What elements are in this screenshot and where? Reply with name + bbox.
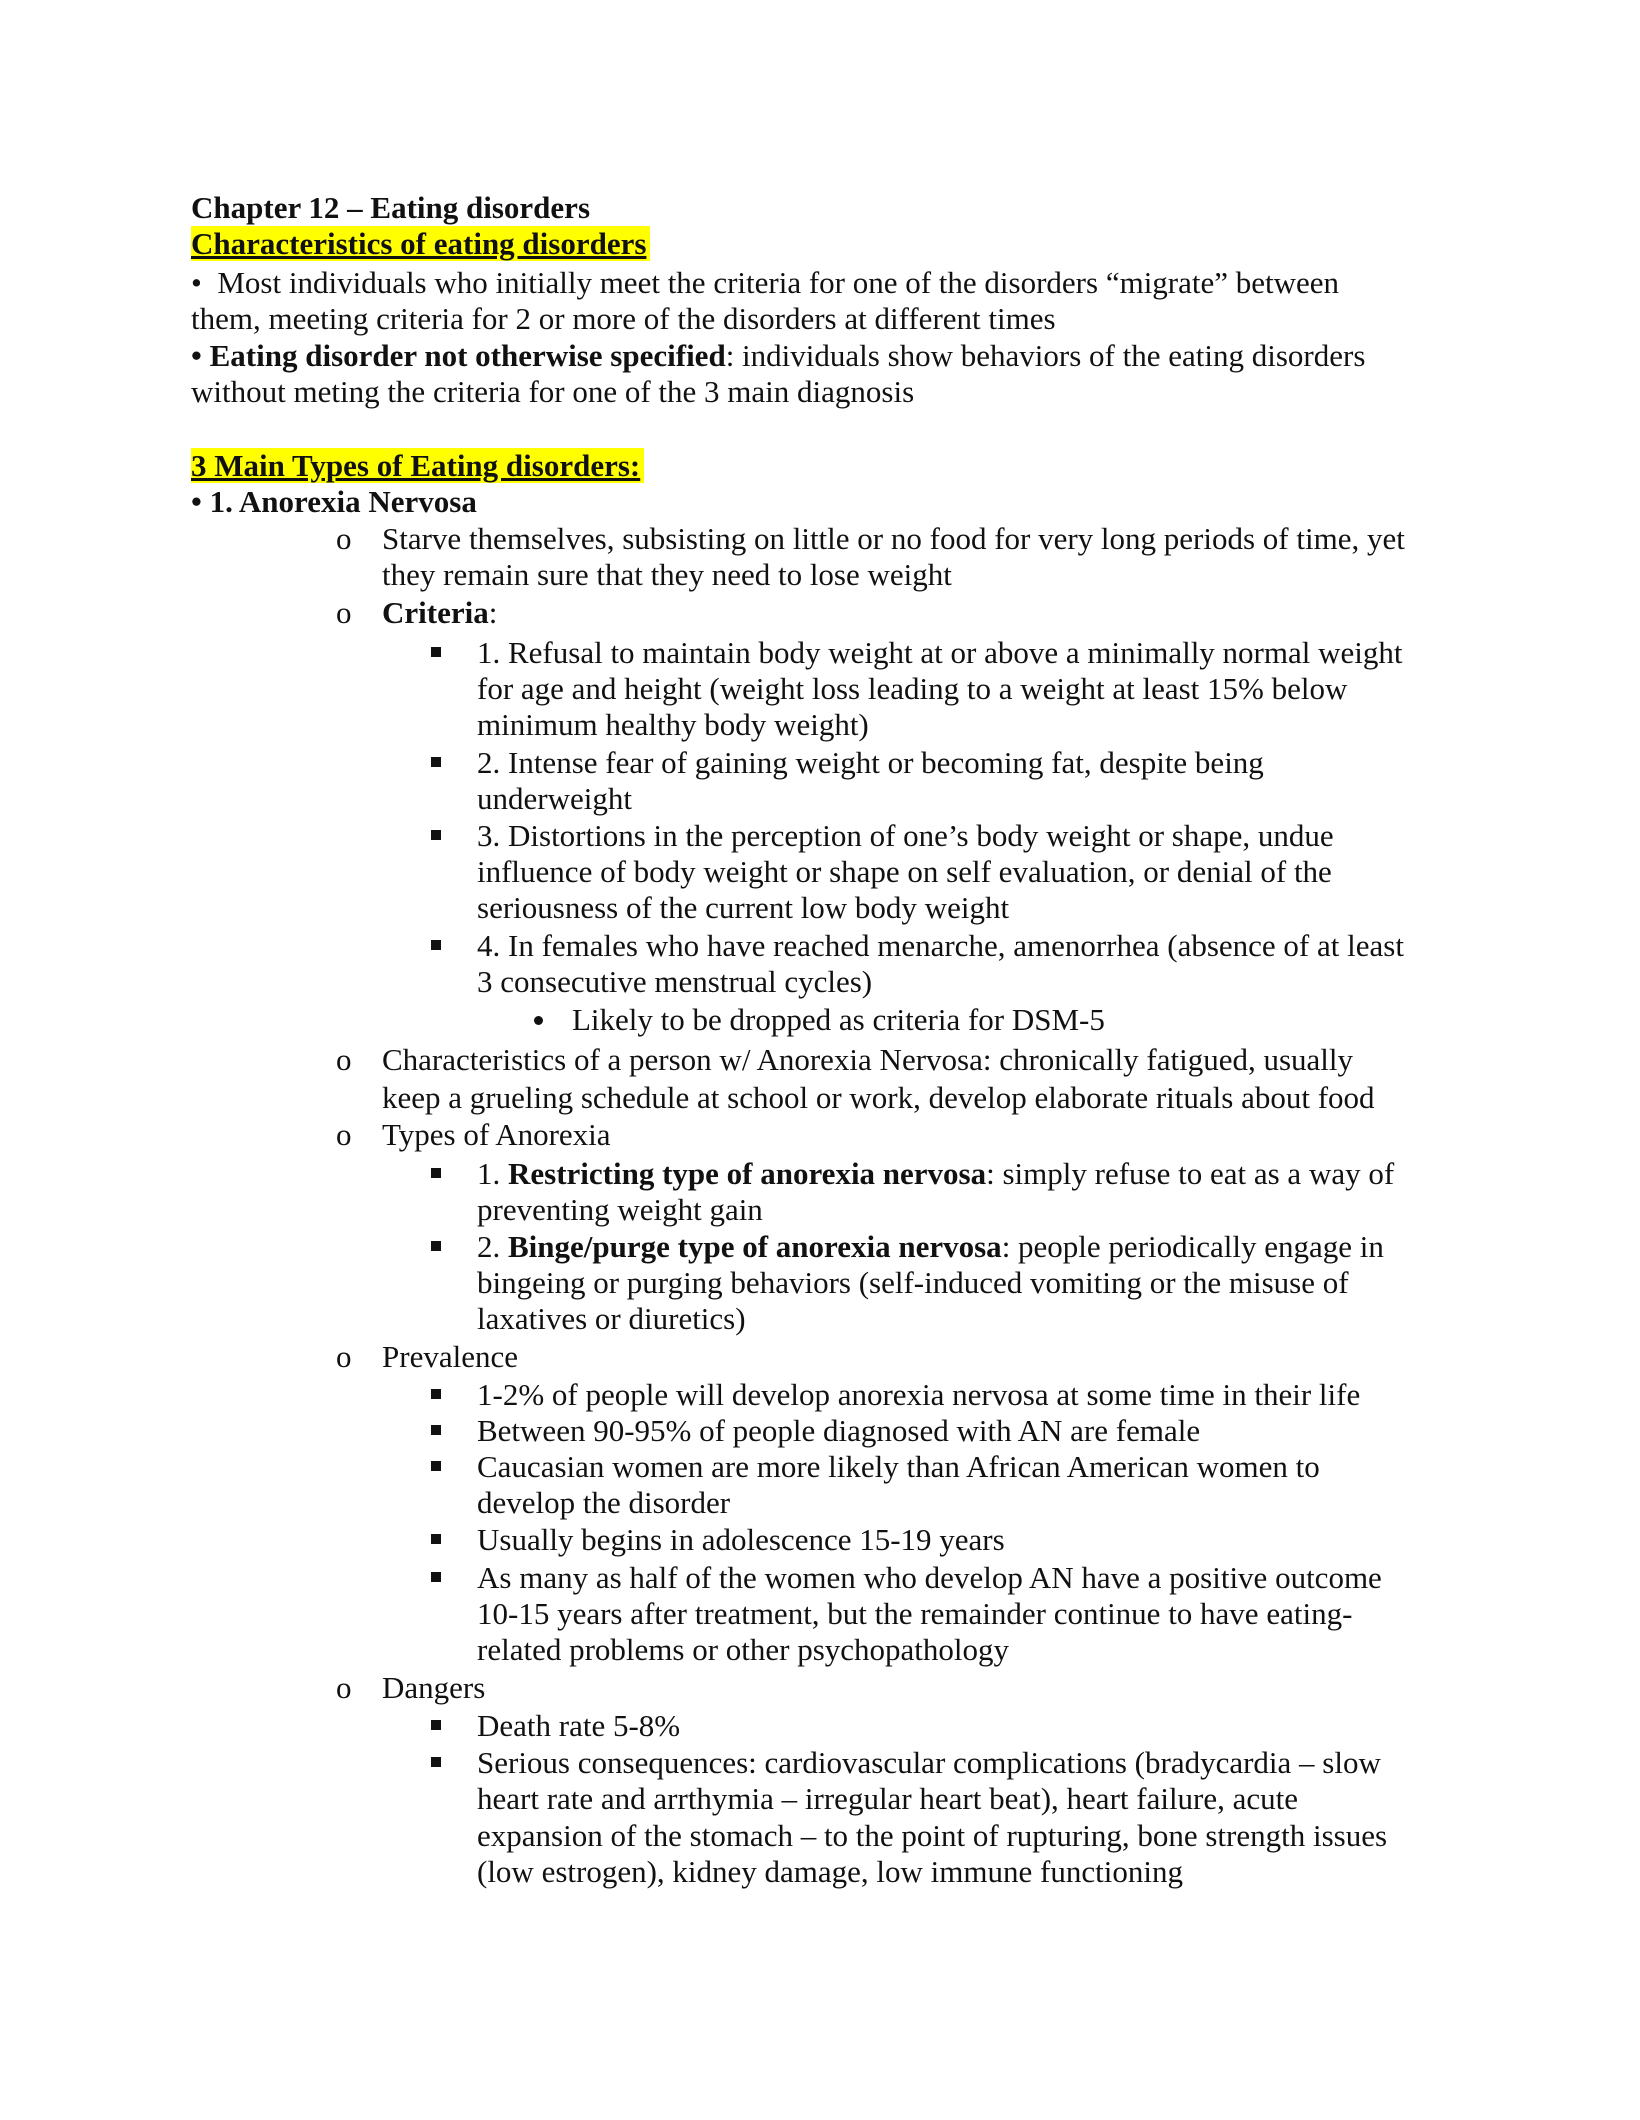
- prevalence-item-4: Usually begins in adolescence 15-19 years: [477, 1522, 1005, 1557]
- characteristics-para-2-line-2: without meting the criteria for one of the 3 main diagnosis: [191, 374, 915, 409]
- criterion-1-line-3: minimum healthy body weight): [477, 707, 869, 742]
- prevalence-item-2: Between 90-95% of people diagnosed with AN are female: [477, 1413, 1201, 1448]
- round-bullet: [534, 1016, 543, 1025]
- square-bullet: [431, 1461, 441, 1471]
- square-bullet: [431, 1425, 441, 1435]
- characteristics-para-1-line-2: them, meeting criteria for 2 or more of the disorders at different times: [191, 301, 1056, 336]
- square-bullet: [431, 1720, 441, 1730]
- restricting-type-line-2: preventing weight gain: [477, 1192, 763, 1227]
- prevalence-item-5-line-2: 10-15 years after treatment, but the remainder continue to have eating-: [477, 1596, 1353, 1631]
- prevalence-item-3-line-2: develop the disorder: [477, 1485, 731, 1520]
- sub-bullet-marker: o: [336, 1117, 352, 1152]
- square-bullet: [431, 1572, 441, 1582]
- dangers-item-2-line-2: heart rate and arrthymia – irregular heart beat), heart failure, acute: [477, 1781, 1299, 1816]
- criterion-3-line-1: 3. Distortions in the perception of one’s body weight or shape, undue: [477, 818, 1334, 853]
- binge-purge-type-line-1: 2. Binge/purge type of anorexia nervosa: people periodically engage in: [477, 1229, 1384, 1264]
- criterion-2-line-1: 2. Intense fear of gaining weight or becoming fat, despite being: [477, 745, 1264, 780]
- types-of-anorexia-label: Types of Anorexia: [382, 1117, 611, 1152]
- square-bullet: [431, 940, 441, 950]
- dangers-item-2-line-1: Serious consequences: cardiovascular complications (bradycardia – slow: [477, 1745, 1381, 1780]
- starve-line-1: Starve themselves, subsisting on little or no food for very long periods of time, yet: [382, 521, 1405, 556]
- dangers-label: Dangers: [382, 1670, 486, 1705]
- dangers-item-2-line-4: (low estrogen), kidney damage, low immune functioning: [477, 1854, 1183, 1889]
- characteristics-para-1-line-1: • Most individuals who initially meet the criteria for one of the disorders “migrate” between: [191, 265, 1340, 300]
- sub-bullet-marker: o: [336, 595, 352, 630]
- binge-purge-type-line-3: laxatives or diuretics): [477, 1301, 746, 1336]
- square-bullet: [431, 1168, 441, 1178]
- restricting-type-line-1: 1. Restricting type of anorexia nervosa: simply refuse to eat as a way of: [477, 1156, 1395, 1191]
- dangers-item-2-line-3: expansion of the stomach – to the point of rupturing, bone strength issues: [477, 1818, 1388, 1853]
- square-bullet: [431, 1389, 441, 1399]
- criterion-3-line-3: seriousness of the current low body weight: [477, 890, 1010, 925]
- criterion-2-line-2: underweight: [477, 781, 632, 816]
- page-title: Chapter 12 – Eating disorders: [191, 190, 591, 225]
- square-bullet: [431, 1757, 441, 1767]
- prevalence-item-5-line-3: related problems or other psychopathology: [477, 1632, 1010, 1667]
- square-bullet: [431, 647, 441, 657]
- square-bullet: [431, 1534, 441, 1544]
- anorexia-heading: • 1. Anorexia Nervosa: [191, 484, 477, 519]
- sub-bullet-marker: o: [336, 1042, 352, 1077]
- prevalence-item-3-line-1: Caucasian women are more likely than African American women to: [477, 1449, 1320, 1484]
- sub-bullet-marker: o: [336, 521, 352, 556]
- criteria-label: Criteria:: [382, 595, 498, 630]
- main-types-heading: 3 Main Types of Eating disorders:: [191, 448, 644, 484]
- characteristics-heading: Characteristics of eating disorders: [191, 226, 650, 262]
- criterion-3-line-2: influence of body weight or shape on self evaluation, or denial of the: [477, 854, 1332, 889]
- starve-line-2: they remain sure that they need to lose weight: [382, 557, 952, 592]
- square-bullet: [431, 757, 441, 767]
- criterion-1-line-1: 1. Refusal to maintain body weight at or above a minimally normal weight: [477, 635, 1403, 670]
- criterion-4-line-2: 3 consecutive menstrual cycles): [477, 964, 873, 999]
- prevalence-item-1: 1-2% of people will develop anorexia nervosa at some time in their life: [477, 1377, 1361, 1412]
- person-characteristics-line-1: Characteristics of a person w/ Anorexia Nervosa: chronically fatigued, usually: [382, 1042, 1354, 1077]
- dangers-item-1: Death rate 5-8%: [477, 1708, 681, 1743]
- person-characteristics-line-2: keep a grueling schedule at school or work, develop elaborate rituals about food: [382, 1080, 1375, 1115]
- binge-purge-type-line-2: bingeing or purging behaviors (self-induced vomiting or the misuse of: [477, 1265, 1349, 1300]
- square-bullet: [431, 830, 441, 840]
- prevalence-item-5-line-1: As many as half of the women who develop AN have a positive outcome: [477, 1560, 1382, 1595]
- prevalence-label: Prevalence: [382, 1339, 518, 1374]
- square-bullet: [431, 1241, 441, 1251]
- sub-bullet-marker: o: [336, 1670, 352, 1705]
- criterion-1-line-2: for age and height (weight loss leading to a weight at least 15% below: [477, 671, 1348, 706]
- criterion-4-subpoint: Likely to be dropped as criteria for DSM-5: [572, 1002, 1105, 1037]
- criterion-4-line-1: 4. In females who have reached menarche, amenorrhea (absence of at least: [477, 928, 1404, 963]
- characteristics-para-2-line-1: • Eating disorder not otherwise specified: individuals show behaviors of the eating disorders: [191, 338, 1366, 373]
- sub-bullet-marker: o: [336, 1339, 352, 1374]
